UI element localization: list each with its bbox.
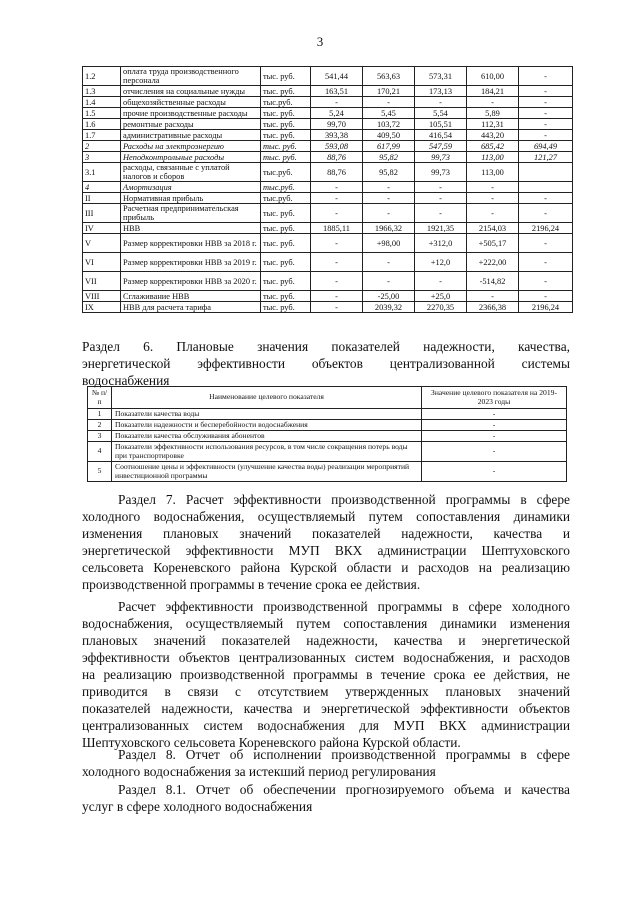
section-8-1-line: услуг в сфере холодного водоснабжения <box>82 799 313 814</box>
row-number: II <box>83 193 121 204</box>
row-number: 1.5 <box>83 108 121 119</box>
value-cell: 541,44 <box>311 67 363 86</box>
value-cell: - <box>519 253 573 272</box>
row-number: 1.3 <box>83 86 121 97</box>
row-unit: тыс. руб. <box>261 223 311 234</box>
value-cell: 88,76 <box>311 152 363 163</box>
row-name: административные расходы <box>121 130 261 141</box>
paragraph-line: эффективности объектов централизованных систем водоснабжения, и расходов <box>82 650 570 665</box>
value-cell: 2270,35 <box>415 302 467 313</box>
section-7-line: изменения плановых значений показателей надежности, качества и <box>82 526 570 541</box>
value-cell: 113,00 <box>467 163 519 182</box>
table-row <box>83 152 573 163</box>
value-cell: 1921,35 <box>415 223 467 234</box>
row-unit: тыс. руб. <box>261 152 311 163</box>
paragraph-line: централизованных систем водоснабжения для МУП ВКХ администрации <box>82 718 570 733</box>
value-cell: - <box>363 193 415 204</box>
value-cell: 2039,32 <box>363 302 415 313</box>
value-cell: - <box>519 291 573 302</box>
row-number: 2 <box>83 141 121 152</box>
value-cell: 610,00 <box>467 67 519 86</box>
value-cell: 2366,38 <box>467 302 519 313</box>
value-cell: 393,38 <box>311 130 363 141</box>
row-value: - <box>422 462 567 482</box>
value-cell: 113,00 <box>467 152 519 163</box>
value-cell: 2196,24 <box>519 223 573 234</box>
header-value: Значение целевого показателя на 2019-2023 годы <box>422 387 567 409</box>
value-cell: - <box>415 272 467 291</box>
efficiency-paragraph <box>82 598 570 751</box>
row-number: 3 <box>83 152 121 163</box>
value-cell: - <box>311 182 363 193</box>
table-row <box>83 204 573 223</box>
value-cell: - <box>519 67 573 86</box>
row-number: VIII <box>83 291 121 302</box>
value-cell: +25,0 <box>415 291 467 302</box>
section-8 <box>82 746 570 780</box>
value-cell: - <box>311 272 363 291</box>
row-name: Расходы на электроэнергию <box>121 141 261 152</box>
row-name: Показатели эффективности использования ресурсов, в том числе сокращения потерь воды при транспортировке <box>112 442 422 462</box>
section-7-line: производственной программы в течение срока ее действия. <box>82 577 421 592</box>
section-8-1 <box>82 781 570 815</box>
row-number: IX <box>83 302 121 313</box>
row-name: прочие производственные расходы <box>121 108 261 119</box>
row-name: Показатели качества обслуживания абонентов <box>112 431 422 442</box>
value-cell: 694,49 <box>519 141 573 152</box>
row-name: Размер корректировки НВВ за 2020 г. <box>121 272 261 291</box>
value-cell: 573,31 <box>415 67 467 86</box>
row-name: Неподконтрольные расходы <box>121 152 261 163</box>
table-row <box>83 86 573 97</box>
value-cell: - <box>311 302 363 313</box>
value-cell: 563,63 <box>363 67 415 86</box>
value-cell: 1885,11 <box>311 223 363 234</box>
row-name: Сглаживание НВВ <box>121 291 261 302</box>
value-cell: - <box>519 204 573 223</box>
value-cell: 443,20 <box>467 130 519 141</box>
row-number: 3 <box>88 431 112 442</box>
paragraph-line: показателей надежности, качества и энергетической эффективности объектов <box>82 701 570 716</box>
row-name: Расчетная предпринимательская прибыль <box>121 204 261 223</box>
paragraph-line: на реализацию производственной программы в течение срока ее действия, не <box>82 667 570 682</box>
value-cell: - <box>363 97 415 108</box>
value-cell: 99,73 <box>415 163 467 182</box>
paragraph-line: Шептуховского сельсовета Кореневского района Курской области. <box>82 735 461 750</box>
row-name: оплата труда производственного персонала <box>121 67 261 86</box>
paragraph-line: Расчет эффективности производственной программы в сфере холодного <box>118 599 570 614</box>
page-number: 3 <box>316 34 324 49</box>
row-unit: тыс.руб. <box>261 182 311 193</box>
row-name: НВВ <box>121 223 261 234</box>
value-cell: - <box>519 119 573 130</box>
table-row <box>83 272 573 291</box>
row-value: - <box>422 442 567 462</box>
header-num: № п/п <box>88 387 112 409</box>
table-row <box>83 141 573 152</box>
row-name: ремонтные расходы <box>121 119 261 130</box>
value-cell: - <box>519 86 573 97</box>
row-number: 4 <box>83 182 121 193</box>
table-row <box>83 108 573 119</box>
value-cell: - <box>311 97 363 108</box>
value-cell: 173,13 <box>415 86 467 97</box>
row-number: 5 <box>88 462 112 482</box>
value-cell: - <box>363 182 415 193</box>
section-8-1-line: Раздел 8.1. Отчет об обеспечении прогнозируемого объема и качества <box>118 782 570 797</box>
value-cell <box>519 182 573 193</box>
value-cell: 103,72 <box>363 119 415 130</box>
row-number: III <box>83 204 121 223</box>
row-unit: тыс. руб. <box>261 141 311 152</box>
row-unit: тыс. руб. <box>261 108 311 119</box>
value-cell: - <box>415 193 467 204</box>
value-cell: - <box>519 234 573 253</box>
table-row <box>83 291 573 302</box>
value-cell: - <box>311 193 363 204</box>
row-number: 1 <box>88 409 112 420</box>
value-cell: 170,21 <box>363 86 415 97</box>
table-row <box>83 234 573 253</box>
row-value: - <box>422 420 567 431</box>
value-cell: - <box>415 204 467 223</box>
value-cell: 5,45 <box>363 108 415 119</box>
table-row <box>83 130 573 141</box>
header-name: Наименование целевого показателя <box>112 387 422 409</box>
row-name: Показатели качества воды <box>112 409 422 420</box>
table-row <box>83 97 573 108</box>
value-cell: - <box>311 234 363 253</box>
row-number: 1.2 <box>83 67 121 86</box>
section-7-line: холодного водоснабжения, осуществляемый путем сопоставления динамики <box>82 509 570 524</box>
row-unit: тыс. руб. <box>261 86 311 97</box>
row-unit: тыс. руб. <box>261 302 311 313</box>
value-cell: 409,50 <box>363 130 415 141</box>
value-cell: 163,51 <box>311 86 363 97</box>
value-cell: - <box>363 204 415 223</box>
row-number: VII <box>83 272 121 291</box>
row-name: Размер корректировки НВВ за 2018 г. <box>121 234 261 253</box>
value-cell: - <box>519 108 573 119</box>
value-cell: 121,27 <box>519 152 573 163</box>
value-cell: 2196,24 <box>519 302 573 313</box>
value-cell: 5,24 <box>311 108 363 119</box>
value-cell: -514,82 <box>467 272 519 291</box>
value-cell: 617,99 <box>363 141 415 152</box>
value-cell: +12,0 <box>415 253 467 272</box>
value-cell: - <box>519 193 573 204</box>
value-cell: - <box>467 291 519 302</box>
row-unit: тыс. руб. <box>261 291 311 302</box>
row-unit: тыс. руб. <box>261 234 311 253</box>
value-cell: 88,76 <box>311 163 363 182</box>
section-7-line: энергетической эффективности МУП ВКХ администрации Шептуховского <box>82 543 570 558</box>
value-cell: - <box>467 204 519 223</box>
row-name: Показатели надежности и бесперебойности водоснабжения <box>112 420 422 431</box>
row-number: VI <box>83 253 121 272</box>
value-cell: - <box>363 253 415 272</box>
value-cell: +98,00 <box>363 234 415 253</box>
value-cell: - <box>519 272 573 291</box>
row-number: 1.4 <box>83 97 121 108</box>
section-7 <box>82 491 570 593</box>
paragraph-line: приводится в связи с отсутствием утвержденных плановых значений <box>82 684 570 699</box>
section-8-line: Раздел 8. Отчет об исполнении производственной программы в сфере <box>118 747 570 762</box>
row-number: 1.6 <box>83 119 121 130</box>
table-row <box>88 462 567 482</box>
value-cell: 5,89 <box>467 108 519 119</box>
table-row <box>83 182 573 193</box>
table-row <box>83 253 573 272</box>
value-cell: 95,82 <box>363 152 415 163</box>
value-cell: 2154,03 <box>467 223 519 234</box>
row-name: Амортизация <box>121 182 261 193</box>
table-row <box>88 431 567 442</box>
value-cell: - <box>311 204 363 223</box>
row-unit: тыс. руб. <box>261 204 311 223</box>
paragraph-line: плановых значений показателей надежности, качества и энергетической <box>82 633 570 648</box>
section-6-line: Раздел 6. Плановые значения показателей надежности, качества, <box>82 339 570 354</box>
row-name: Соотношение цены и эффективности (улучшение качества воды) реализации мероприятий инвестиционной программы <box>112 462 422 482</box>
budget-table <box>82 66 573 313</box>
row-unit: тыс.руб. <box>261 97 311 108</box>
table-row <box>83 163 573 182</box>
value-cell: - <box>519 97 573 108</box>
row-number: 2 <box>88 420 112 431</box>
value-cell: 95,82 <box>363 163 415 182</box>
section-6-line: энергетической эффективности объектов централизованной системы <box>82 356 570 371</box>
row-name: Размер корректировки НВВ за 2019 г. <box>121 253 261 272</box>
row-unit: тыс. руб. <box>261 119 311 130</box>
row-name: общехозяйственные расходы <box>121 97 261 108</box>
table-row <box>83 193 573 204</box>
value-cell: - <box>467 182 519 193</box>
table-row <box>83 223 573 234</box>
row-name: Нормативная прибыль <box>121 193 261 204</box>
row-unit: тыс. руб. <box>261 253 311 272</box>
paragraph-line: водоснабжения, осуществляемый путем сопоставления динамики изменения <box>82 616 570 631</box>
value-cell: +312,0 <box>415 234 467 253</box>
value-cell: 99,73 <box>415 152 467 163</box>
value-cell: - <box>415 182 467 193</box>
row-name: отчисления на социальные нужды <box>121 86 261 97</box>
table-row <box>83 119 573 130</box>
value-cell: - <box>311 253 363 272</box>
value-cell: 112,31 <box>467 119 519 130</box>
value-cell: 593,08 <box>311 141 363 152</box>
table-row <box>88 409 567 420</box>
section-7-line: Раздел 7. Расчет эффективности производственной программы в сфере <box>118 492 570 507</box>
row-name: расходы, связанные с уплатой налогов и сборов <box>121 163 261 182</box>
value-cell: 547,59 <box>415 141 467 152</box>
row-number: 1.7 <box>83 130 121 141</box>
row-number: 3.1 <box>83 163 121 182</box>
table-row <box>88 442 567 462</box>
value-cell: 1966,32 <box>363 223 415 234</box>
value-cell: - <box>311 291 363 302</box>
value-cell <box>519 163 573 182</box>
table-header-row <box>88 387 567 409</box>
table-row <box>83 67 573 86</box>
table-row <box>88 420 567 431</box>
row-unit: тыс.руб. <box>261 163 311 182</box>
value-cell: - <box>519 130 573 141</box>
section-6-heading <box>82 338 570 389</box>
row-unit: тыс. руб. <box>261 272 311 291</box>
value-cell: 416,54 <box>415 130 467 141</box>
row-value: - <box>422 431 567 442</box>
value-cell: 184,21 <box>467 86 519 97</box>
value-cell: 99,70 <box>311 119 363 130</box>
value-cell: - <box>467 97 519 108</box>
row-unit: тыс. руб. <box>261 67 311 86</box>
section-6-line: водоснабжения <box>82 373 170 388</box>
value-cell: - <box>363 272 415 291</box>
row-unit: тыс.руб. <box>261 193 311 204</box>
row-number: 4 <box>88 442 112 462</box>
value-cell: -25,00 <box>363 291 415 302</box>
section-8-line: холодного водоснабжения за истекший период регулирования <box>82 764 436 779</box>
value-cell: - <box>415 97 467 108</box>
value-cell: 685,42 <box>467 141 519 152</box>
row-name: НВВ для расчета тарифа <box>121 302 261 313</box>
row-number: V <box>83 234 121 253</box>
row-number: IV <box>83 223 121 234</box>
table-row <box>83 302 573 313</box>
value-cell: 5,54 <box>415 108 467 119</box>
value-cell: 105,51 <box>415 119 467 130</box>
target-indicators-table <box>87 386 567 482</box>
value-cell: +505,17 <box>467 234 519 253</box>
row-value: - <box>422 409 567 420</box>
section-7-line: сельсовета Кореневского района Курской области и расходов на реализацию <box>82 560 570 575</box>
value-cell: +222,00 <box>467 253 519 272</box>
value-cell: - <box>467 193 519 204</box>
row-unit: тыс. руб. <box>261 130 311 141</box>
